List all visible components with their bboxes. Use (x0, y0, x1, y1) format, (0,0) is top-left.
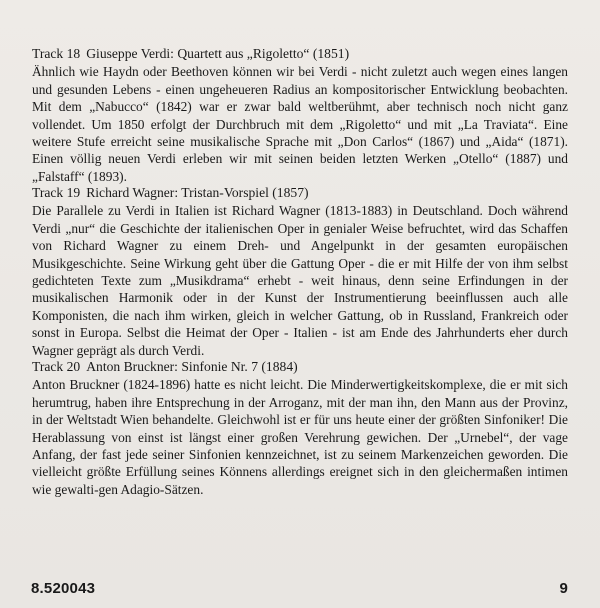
track-19-body: Die Parallele zu Verdi in Italien ist Richard Wagner (1813-1883) in Deutschland. Doch während Verdi „nur“ die Geschichte der italienischen Oper in genialer Weise befruchtet, wird das Schaffen von Richard Wagner zu einem Dreh- und Angelpunkt in der gesamten europäischen Musikgeschichte. Seine Wirkung geht über die Gattung Oper - die er mit Hilfe der von ihm selbst gedichteten Texte zum „Musikdrama“ erhebt - weit hinaus, denn seine Erfindungen in der musikalischen Harmonik oder in der Kunst der Instrumentierung beeinflussen auch alle Komponisten, die nach ihm wirken, gleich in welcher Gattung, ob in Russland, Frankreich oder sonst in Europa. Selbst die Heimat der Oper - Italien - ist am Ende des Jahrhunderts eher durch Wagner geprägt als durch Verdi. (32, 203, 568, 358)
track-20-title: Anton Bruckner: Sinfonie Nr. 7 (1884) (86, 359, 298, 374)
track-19-heading (32, 184, 568, 201)
track-20-number: Track 20 (32, 359, 81, 374)
track-19-section (32, 184, 568, 359)
track-18-number: Track 18 (32, 46, 81, 61)
track-18-title: Giuseppe Verdi: Quartett aus „Rigoletto“ (1851) (86, 46, 350, 61)
track-19-number: Track 19 (32, 185, 81, 200)
page-number: 9 (559, 580, 568, 597)
catalog-number: 8.520043 (31, 580, 96, 597)
track-18-section (32, 45, 568, 185)
track-20-body: Anton Bruckner (1824-1896) hatte es nicht leicht. Die Minderwertigkeitskomplexe, die er mit sich herumtrug, haben ihre Entsprechung in der Arroganz, mit der man ihn, den Mann aus der Provinz, in der Weltstadt Wien behandelte. Gleichwohl ist er für uns heute einer der größten Sinfoniker! Die Herablassung von einst ist längst einer großen Verehrung gewichen. Der „Urnebel“, der vage Anfang, der fast jede seiner Sinfonien kennzeichnet, ist zu seinem Markenzeichen geworden. Die vielleicht größte Erfüllung seines Könnens allerdings ereignet sich in den gleichermaßen intimen wie gewalti-gen Adagio-Sätzen. (32, 377, 568, 497)
track-20-section (32, 358, 568, 498)
track-18-heading (32, 45, 568, 62)
track-20-heading (32, 358, 568, 375)
track-18-body: Ähnlich wie Haydn oder Beethoven können wir bei Verdi - nicht zuletzt auch wegen eines langen und gesunden Lebens - einen ungeheueren Radius an kompositorischer Entwicklung beobachten. Mit dem „Nabucco“ (1842) war er zwar bald weltberühmt, aber technisch noch nicht ganz vollendet. Um 1850 erfolgt der Durchbruch mit dem „Rigoletto“ und mit „La Traviata“. Eine weitere Stufe erreicht seine musikalische Sprache mit „Don Carlos“ (1867) und „Aida“ (1871). Einen völlig neuen Verdi erleben wir mit seinen beiden letzten Werken „Otello“ (1887) und „Falstaff“ (1893). (32, 64, 568, 184)
track-19-title: Richard Wagner: Tristan-Vorspiel (1857) (86, 185, 309, 200)
